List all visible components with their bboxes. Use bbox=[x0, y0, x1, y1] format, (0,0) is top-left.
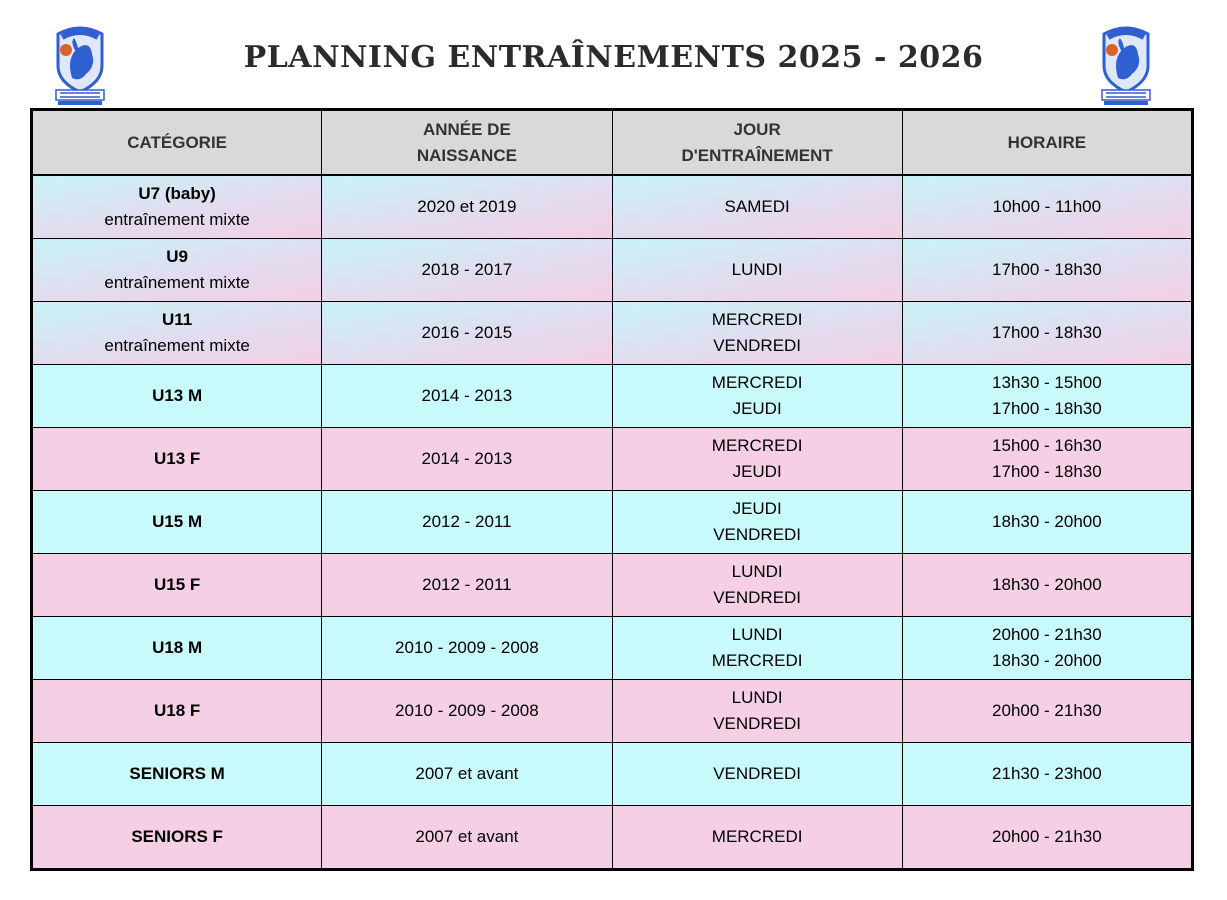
training-time: 18h30 - 20h00 bbox=[992, 575, 1102, 594]
cell-jour-entrainement bbox=[612, 554, 902, 617]
training-time: 10h00 - 11h00 bbox=[992, 197, 1102, 216]
training-day: JEUDI bbox=[732, 499, 782, 518]
cell-annee-naissance: 2014 - 2013 bbox=[322, 365, 612, 428]
table-row bbox=[32, 365, 1193, 428]
category-note: entraînement mixte bbox=[104, 210, 250, 229]
training-day: SAMEDI bbox=[724, 197, 790, 216]
cell-categorie bbox=[32, 680, 322, 743]
cell-categorie bbox=[32, 365, 322, 428]
category-name: U15 F bbox=[153, 575, 201, 594]
cell-categorie bbox=[32, 428, 322, 491]
category-name: U15 M bbox=[152, 512, 203, 531]
cell-horaire bbox=[902, 617, 1192, 680]
cell-jour-entrainement bbox=[612, 491, 902, 554]
training-time: 18h30 - 20h00 bbox=[992, 651, 1102, 670]
cell-annee-naissance: 2020 et 2019 bbox=[322, 175, 612, 239]
cell-horaire bbox=[902, 743, 1192, 806]
table-row bbox=[32, 680, 1193, 743]
cell-categorie bbox=[32, 806, 322, 870]
training-time: 13h30 - 15h00 bbox=[992, 373, 1102, 392]
table-row bbox=[32, 554, 1193, 617]
cell-horaire bbox=[902, 554, 1192, 617]
training-day: MERCREDI bbox=[711, 310, 803, 329]
training-day: VENDREDI bbox=[713, 336, 802, 355]
training-day: LUNDI bbox=[731, 688, 783, 707]
category-name: U18 M bbox=[152, 638, 203, 657]
training-day: MERCREDI bbox=[711, 651, 803, 670]
cell-categorie bbox=[32, 302, 322, 365]
header-jour-entrainement: JOUR D'ENTRAÎNEMENT bbox=[612, 110, 902, 176]
page-title: PLANNING ENTRAÎNEMENTS 2025 - 2026 bbox=[243, 40, 984, 75]
training-day: LUNDI bbox=[731, 562, 783, 581]
cell-annee-naissance: 2010 - 2009 - 2008 bbox=[322, 617, 612, 680]
training-day: MERCREDI bbox=[711, 373, 803, 392]
cell-categorie bbox=[32, 239, 322, 302]
category-name: U13 F bbox=[153, 449, 201, 468]
category-name: U9 bbox=[166, 247, 188, 266]
training-time: 18h30 - 20h00 bbox=[992, 512, 1102, 531]
cell-jour-entrainement bbox=[612, 743, 902, 806]
category-name: SENIORS F bbox=[131, 827, 223, 846]
table-row bbox=[32, 302, 1193, 365]
training-time: 17h00 - 18h30 bbox=[992, 462, 1102, 481]
club-logo-right bbox=[1098, 20, 1154, 106]
table-row bbox=[32, 428, 1193, 491]
cell-categorie bbox=[32, 175, 322, 239]
cell-jour-entrainement bbox=[612, 365, 902, 428]
cell-horaire bbox=[902, 302, 1192, 365]
table-row bbox=[32, 491, 1193, 554]
training-time: 17h00 - 18h30 bbox=[992, 260, 1102, 279]
table-body bbox=[32, 175, 1193, 870]
category-note: entraînement mixte bbox=[104, 336, 250, 355]
training-day: VENDREDI bbox=[713, 714, 802, 733]
table-row bbox=[32, 806, 1193, 870]
cell-annee-naissance: 2007 et avant bbox=[322, 743, 612, 806]
training-time: 17h00 - 18h30 bbox=[992, 323, 1102, 342]
category-name: U11 bbox=[162, 310, 193, 329]
cell-categorie bbox=[32, 554, 322, 617]
cell-horaire bbox=[902, 428, 1192, 491]
cell-horaire bbox=[902, 239, 1192, 302]
cell-categorie bbox=[32, 743, 322, 806]
table-row bbox=[32, 743, 1193, 806]
cell-jour-entrainement bbox=[612, 617, 902, 680]
training-day: MERCREDI bbox=[711, 827, 803, 846]
training-day: VENDREDI bbox=[713, 525, 802, 544]
training-schedule-table bbox=[30, 108, 1194, 871]
training-time: 21h30 - 23h00 bbox=[992, 764, 1102, 783]
cell-jour-entrainement bbox=[612, 175, 902, 239]
cell-annee-naissance: 2016 - 2015 bbox=[322, 302, 612, 365]
training-day: LUNDI bbox=[731, 625, 783, 644]
cell-annee-naissance: 2012 - 2011 bbox=[322, 491, 612, 554]
cell-jour-entrainement bbox=[612, 239, 902, 302]
cell-annee-naissance: 2018 - 2017 bbox=[322, 239, 612, 302]
cell-annee-naissance: 2010 - 2009 - 2008 bbox=[322, 680, 612, 743]
training-day: VENDREDI bbox=[713, 588, 802, 607]
cell-horaire bbox=[902, 806, 1192, 870]
training-time: 20h00 - 21h30 bbox=[992, 827, 1102, 846]
cell-categorie bbox=[32, 617, 322, 680]
training-time: 20h00 - 21h30 bbox=[992, 625, 1102, 644]
training-day: JEUDI bbox=[732, 462, 782, 481]
category-note: entraînement mixte bbox=[104, 273, 250, 292]
cell-jour-entrainement bbox=[612, 302, 902, 365]
cell-horaire bbox=[902, 491, 1192, 554]
header-categorie: CATÉGORIE bbox=[32, 110, 322, 176]
cell-categorie bbox=[32, 491, 322, 554]
training-day: LUNDI bbox=[731, 260, 783, 279]
cell-jour-entrainement bbox=[612, 806, 902, 870]
cell-annee-naissance: 2012 - 2011 bbox=[322, 554, 612, 617]
training-day: VENDREDI bbox=[713, 764, 802, 783]
cell-annee-naissance: 2014 - 2013 bbox=[322, 428, 612, 491]
cell-horaire bbox=[902, 365, 1192, 428]
cell-annee-naissance: 2007 et avant bbox=[322, 806, 612, 870]
training-time: 17h00 - 18h30 bbox=[992, 399, 1102, 418]
training-time: 15h00 - 16h30 bbox=[992, 436, 1102, 455]
squirrel-shield-icon bbox=[1098, 20, 1154, 106]
category-name: SENIORS M bbox=[129, 764, 225, 783]
table-header-row bbox=[32, 110, 1193, 176]
training-day: MERCREDI bbox=[711, 436, 803, 455]
cell-jour-entrainement bbox=[612, 428, 902, 491]
header-horaire: HORAIRE bbox=[902, 110, 1192, 176]
cell-jour-entrainement bbox=[612, 680, 902, 743]
table-row bbox=[32, 175, 1193, 239]
training-day: JEUDI bbox=[732, 399, 782, 418]
category-name: U18 F bbox=[153, 701, 201, 720]
training-time: 20h00 - 21h30 bbox=[992, 701, 1102, 720]
table-row bbox=[32, 239, 1193, 302]
table-row bbox=[32, 617, 1193, 680]
cell-horaire bbox=[902, 175, 1192, 239]
category-name: U13 M bbox=[152, 386, 203, 405]
cell-horaire bbox=[902, 680, 1192, 743]
header-annee-naissance: ANNÉE DE NAISSANCE bbox=[322, 110, 612, 176]
category-name: U7 (baby) bbox=[138, 184, 216, 203]
